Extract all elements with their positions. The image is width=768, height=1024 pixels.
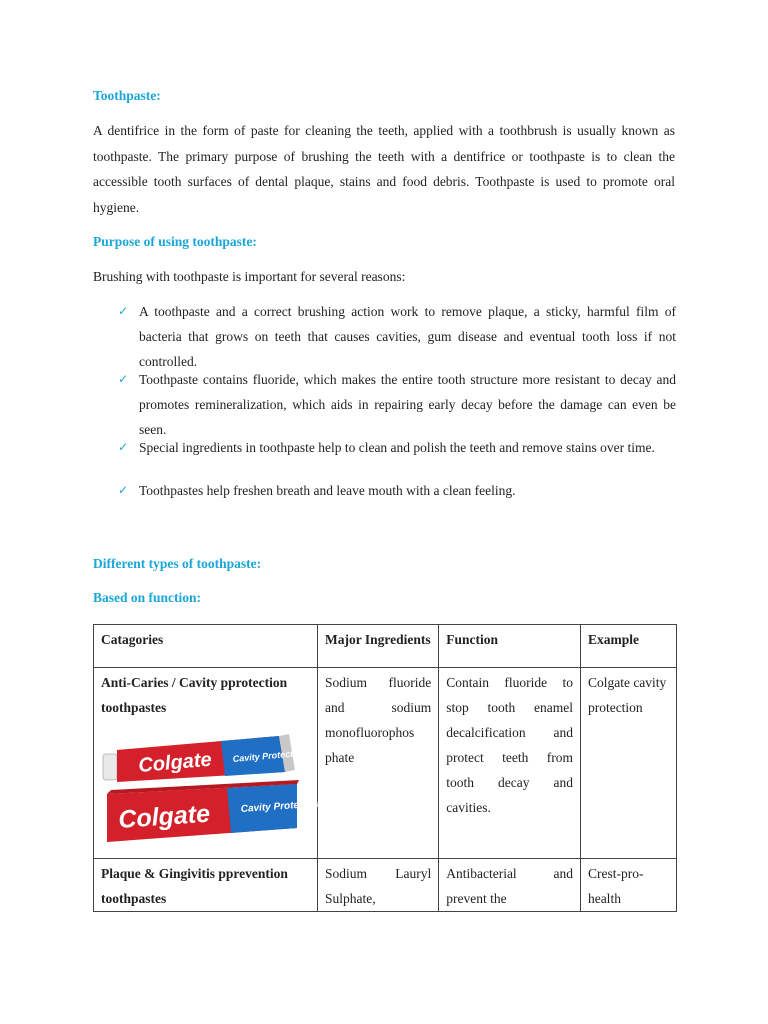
tube-tagline-text: Cavity Protection	[232, 747, 307, 764]
purpose-list	[118, 299, 676, 503]
table-row	[94, 859, 677, 912]
table-row	[94, 668, 677, 859]
tube-brand-text: Colgate	[137, 748, 213, 777]
table-header-row	[94, 625, 677, 668]
check-icon: ✓	[118, 304, 129, 318]
check-icon: ✓	[118, 440, 129, 454]
heading-purpose: Purpose of using toothpaste:	[93, 234, 257, 249]
check-icon: ✓	[118, 372, 129, 386]
category-cell: Plaque & Gingivitis pprevention toothpastes	[94, 859, 318, 912]
toothpaste-box	[107, 780, 323, 842]
header-cell-function: Function	[439, 625, 581, 668]
heading-types: Different types of toothpaste:	[93, 556, 262, 571]
example-cell: Colgate cavity protection	[580, 668, 676, 859]
example-cell: Crest-pro-health	[580, 859, 676, 912]
toothpaste-tube	[103, 734, 307, 782]
box-tagline-text: Cavity Protection	[240, 798, 324, 815]
paragraph-definition: A dentifrice in the form of paste for cleaning the teeth, applied with a toothbrush is usually known as toothpaste. The primary purpose of brushing the teeth with a dentifrice or toothpaste is to clean the accessible tooth surfaces of dental plaque, stains and food debris. Toothpaste is used to promote oral hygiene.	[93, 123, 675, 215]
paragraph-intro: Brushing with toothpaste is important for several reasons:	[93, 269, 406, 284]
toothpaste-types-table	[93, 624, 677, 912]
list-item: ✓ Toothpaste contains fluoride, which makes the entire tooth structure more resistant to decay and promotes remineralization, which aids in repairing early decay before the damage can even be seen.	[118, 367, 676, 435]
function-cell: Antibacterial and prevent the	[439, 859, 581, 912]
header-cell-example: Example	[580, 625, 676, 668]
heading-toothpaste: Toothpaste:	[93, 88, 161, 103]
list-item: ✓ Special ingredients in toothpaste help to clean and polish the teeth and remove stains over time.	[118, 435, 676, 478]
header-cell-categories: Catagories	[94, 625, 318, 668]
category-cell: Anti-Caries / Cavity pprotection toothpastes Colgate Cavity Protection Colgate Cavity Protection	[94, 668, 318, 859]
header-cell-ingredients: Major Ingredients	[318, 625, 439, 668]
list-item: ✓ Toothpastes help freshen breath and leave mouth with a clean feeling.	[118, 478, 676, 503]
ingredients-cell: Sodium fluoride and sodium monofluorophos phate	[318, 668, 439, 859]
box-brand-text: Colgate	[117, 799, 211, 834]
list-item: ✓ A toothpaste and a correct brushing action work to remove plaque, a sticky, harmful film of bacteria that grows on teeth that causes cavities, gum disease and eventual tooth loss if not controlled.	[118, 299, 676, 367]
colgate-toothpaste-image	[101, 732, 324, 858]
heading-based-on-function: Based on function:	[93, 590, 202, 605]
function-cell: Contain fluoride to stop tooth enamel decalcification and protect teeth from tooth decay and cavities.	[439, 668, 581, 859]
ingredients-cell: Sodium Lauryl Sulphate,	[318, 859, 439, 912]
check-icon: ✓	[118, 483, 129, 497]
